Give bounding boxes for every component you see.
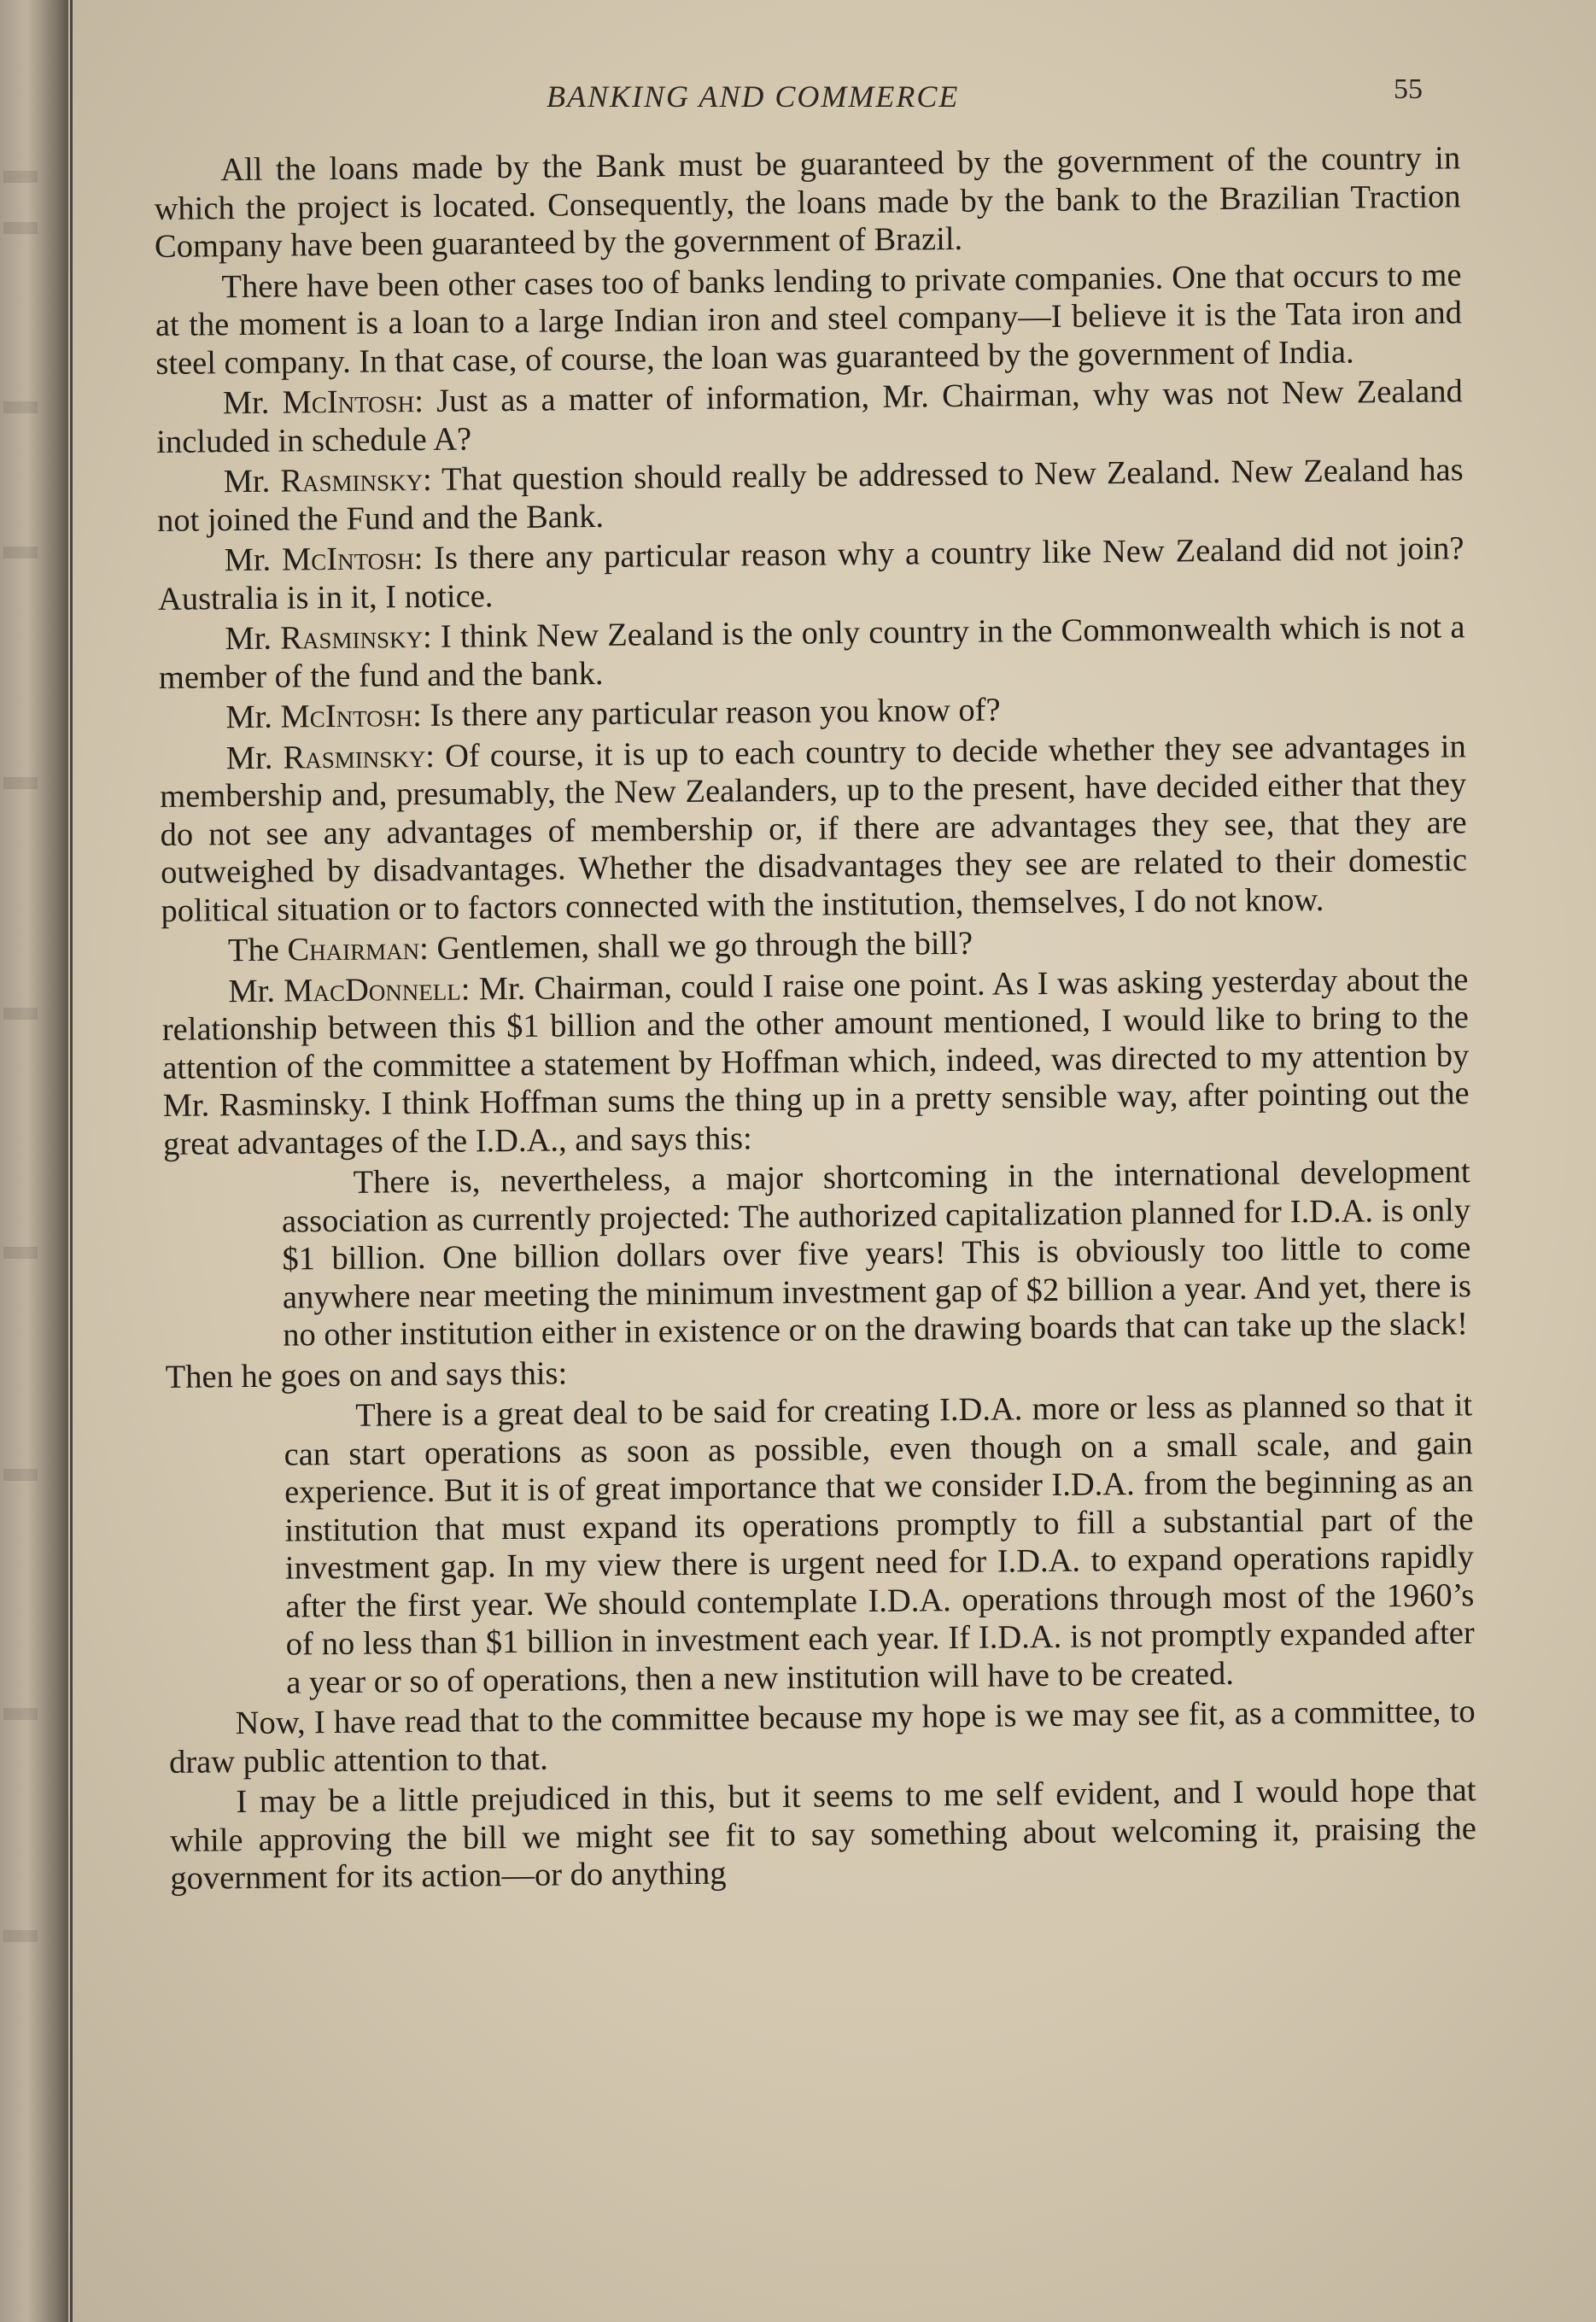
paragraph-text: There is, nevertheless, a major shortcoming in the international development association as currently projected: The authorized capitalization planned for I.D.A. is only $1 billion. One billion dollars over five years! This is obviously too little to come anywhere near meeting the minimum investment gap of $2 billion a year. And yet, there is no other institution either in existence or on the drawing boards that can take up the slack! bbox=[281, 1154, 1472, 1354]
gutter-edge bbox=[70, 0, 73, 2322]
paragraph-text: There is a great deal to be said for creating I.D.A. more or less as planned so that it can start operations as soon as possible, even though on a small scale, and gain experience. But it is of great importance that we consider I.D.A. from the beginning as an institution that must expand its operations promptly to fill a substantial part of the investment gap. In my view there is urgent need for I.D.A. to expand operations rapidly after the first year. We should contemplate I.D.A. operations through most of the 1960’s of no less than $1 billion in investment each year. If I.D.A. is not promptly expanded after a year or so of operations, then a new institution will have to be created. bbox=[284, 1387, 1475, 1701]
speaker-paragraph bbox=[157, 529, 1464, 618]
paragraph-text: Now, I have read that to the committee because my hope is we may see fit, as a committee, to draw public attention to that. bbox=[168, 1693, 1476, 1781]
speaker-prefix: Mr. bbox=[223, 463, 281, 500]
block-quote bbox=[281, 1153, 1471, 1354]
speaker-prefix: Mr. bbox=[225, 740, 284, 776]
speaker-prefix: The bbox=[227, 932, 288, 969]
speaker-prefix: Mr. bbox=[224, 541, 283, 579]
speaker-name: McIntosh bbox=[281, 541, 414, 578]
paragraph-text: I may be a little prejudiced in this, but it seems to me self evident, and I would hope that while approving the bill we might see fit to say something about welcoming it, praising the government for its action—or do anything bbox=[169, 1772, 1477, 1897]
speaker-name: Chairman bbox=[287, 931, 420, 968]
paragraph-text: : Gentlemen, shall we go through the bill? bbox=[418, 925, 973, 968]
speaker-name: McIntosh bbox=[280, 698, 413, 735]
paragraph-text: There have been other cases too of banks lending to private companies. One that occurs to me at the moment is a loan to a large Indian iron and steel company—I believe it is the Tata iron and steel company. In that case, of course, the loan was guaranteed by the government of India. bbox=[155, 256, 1463, 382]
speaker-name: MacDonnell bbox=[284, 971, 461, 1009]
speaker-prefix: Mr. bbox=[225, 699, 281, 736]
speaker-paragraph bbox=[157, 451, 1464, 540]
paragraph-text: : Just as a matter of information, Mr. Chairman, why was not New Zealand included in schedule A? bbox=[156, 373, 1463, 460]
book-gutter bbox=[0, 0, 68, 2322]
speaker-paragraph bbox=[160, 728, 1468, 930]
speaker-prefix: Mr. bbox=[228, 973, 284, 1009]
speaker-paragraph bbox=[156, 372, 1464, 461]
block-quote bbox=[284, 1386, 1475, 1701]
speaker-name: Rasminsky bbox=[283, 738, 426, 776]
speaker-paragraph bbox=[158, 608, 1465, 697]
paragraph-text: : Is there any particular reason why a country like New Zealand did not join? Australia is in it, I notice. bbox=[157, 530, 1464, 617]
paragraph-text: : I think New Zealand is the only country in the Commonwealth which is not a member of the fund and the bank. bbox=[158, 609, 1465, 696]
paragraph bbox=[169, 1771, 1476, 1898]
speaker-name: McIntosh bbox=[282, 383, 415, 421]
paragraph-text: All the loans made by the Bank must be guaranteed by the government of the country in which the project is located. Consequently, the loans made by the bank to the Brazilian Traction Company have been guaranteed by the government of Brazil. bbox=[154, 140, 1461, 265]
paragraph bbox=[154, 139, 1461, 266]
paragraph-text: : Of course, it is up to each country to decide whether they see advantages in membership and, presumably, the New Zealanders, up to the present, have decided either that they do not see any advantages of membership or, if there are advantages they see, that they are outweighed by disadvantages. Whether the disadvantages they see are related to their domestic political situation or to factors connected with the institution, themselves, I do not know. bbox=[160, 728, 1468, 929]
speaker-prefix: Mr. bbox=[225, 620, 281, 658]
paragraph-text: : That question should really be addressed to New Zealand. New Zealand has not joined the Fund and the Bank. bbox=[156, 452, 1464, 539]
speaker-prefix: Mr. bbox=[222, 384, 283, 422]
paragraph-text: : Mr. Chairman, could I raise one point. As I was asking yesterday about the relationship between this $1 billion and the other amount mentioned, I would like to bring to the attention of the committee a statement by Hoffman which, indeed, was directed to my attention by Mr. Rasminsky. I think Hoffman sums the thing up in a pretty sensible way, after pointing out the great advantages of the I.D.A., and says this: bbox=[161, 961, 1470, 1162]
body-text bbox=[154, 139, 1477, 1900]
page-number: 55 bbox=[1394, 73, 1423, 105]
paragraph bbox=[155, 256, 1462, 383]
paragraph-text: : Is there any particular reason you know of? bbox=[412, 692, 1001, 734]
speaker-name: Rasminsky bbox=[280, 619, 424, 657]
speaker-paragraph bbox=[161, 961, 1470, 1163]
speaker-name: Rasminsky bbox=[280, 461, 424, 500]
running-head: BANKING AND COMMERCE bbox=[547, 79, 960, 114]
paragraph bbox=[168, 1693, 1476, 1781]
paragraph-text: Then he goes on and says this: bbox=[165, 1354, 568, 1395]
